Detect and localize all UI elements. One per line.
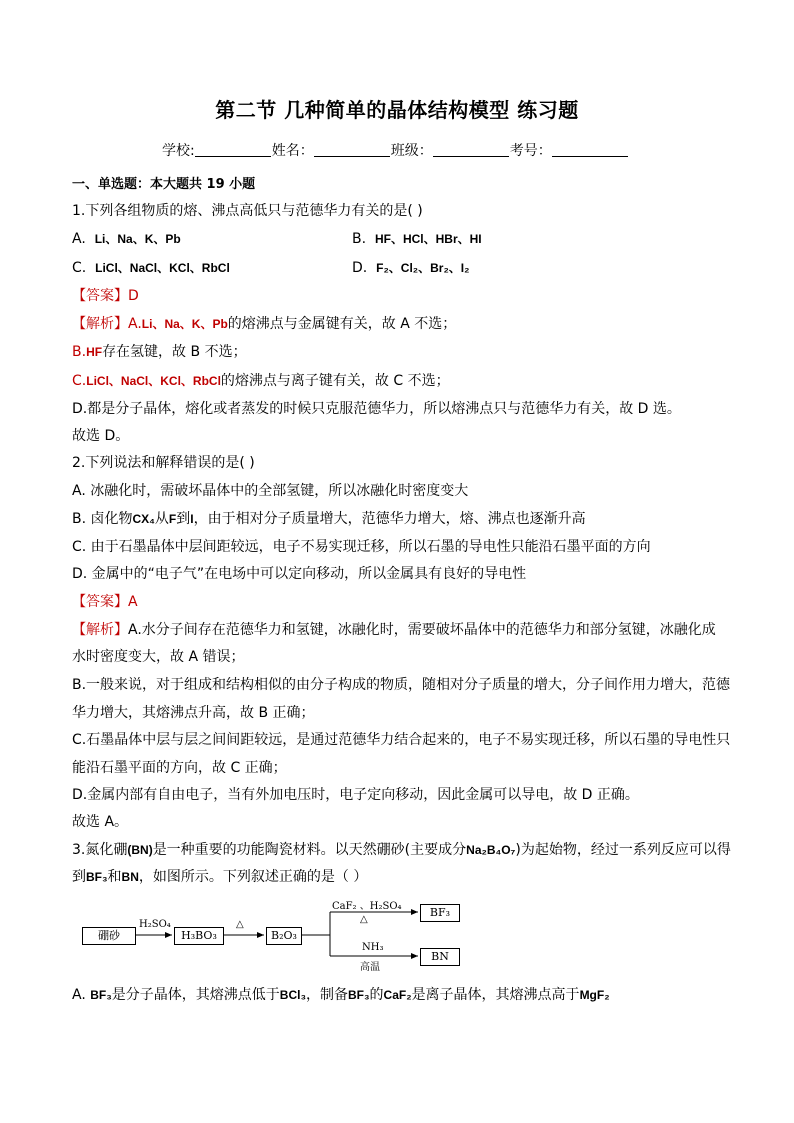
q3-option-a: A. BF₃是分子晶体，其熔沸点低于BCl₃，制备BF₃的CaF₂是离子晶体，其熔沸点高于MgF₂ bbox=[72, 987, 610, 1003]
q2-analysis-3b: 能沿石墨平面的方向，故 C 正确； bbox=[72, 760, 287, 776]
school-label: 学校: bbox=[162, 143, 195, 159]
reaction-flow-diagram bbox=[72, 892, 472, 972]
box-b2o3: B₂O₃ bbox=[266, 927, 302, 945]
q1-answer: 【答案】D bbox=[72, 288, 139, 304]
q2-option-d: D. 金属中的“电子气”在电场中可以定向移动，所以金属具有良好的导电性 bbox=[72, 566, 527, 582]
box-h3bo3: H₃BO₃ bbox=[174, 927, 224, 945]
q1-stem: 1.下列各组物质的熔、沸点高低只与范德华力有关的是( ) bbox=[72, 203, 423, 219]
q2-analysis-2a: B.一般来说，对于组成和结构相似的由分子构成的物质，随相对分子质量的增大，分子间作用力增大，范德 bbox=[72, 677, 731, 693]
label-heat-1: △ bbox=[236, 919, 244, 930]
q2-answer: 【答案】A bbox=[72, 594, 138, 610]
q1-option-d: D. F₂、Cl₂、Br₂、I₂ bbox=[352, 260, 470, 276]
q1-analysis-4: D.都是分子晶体，熔化或者蒸发的时候只克服范德华力，所以熔沸点只与范德华力有关，故 D 选。 bbox=[72, 401, 681, 417]
label-high-temp: 高温 bbox=[360, 962, 380, 973]
q2-analysis-1a: 【解析】A.水分子间存在范德华力和氢键，冰融化时，需要破坏晶体中的范德华力和部分氢键，冰融化成 bbox=[72, 622, 716, 638]
label-reagent-top: CaF₂ 、H₂SO₄ bbox=[332, 901, 402, 912]
q2-option-c: C. 由于石墨晶体中层间距较远，电子不易实现迁移，所以石墨的导电性只能沿石墨平面的方向 bbox=[72, 539, 651, 555]
label-heat-top: △ bbox=[360, 914, 368, 925]
q1-analysis-1: 【解析】A.Li、Na、K、Pb的熔沸点与金属键有关，故 A 不选； bbox=[72, 316, 457, 332]
q3-stem-1: 3.氮化硼(BN)是一种重要的功能陶瓷材料。以天然硼砂(主要成分Na₂B₄O₇)为起始物，经过一系列反应可以得 bbox=[72, 842, 731, 858]
label-reagent-1: H₂SO₄ bbox=[139, 919, 171, 930]
q2-analysis-1b: 水时密度变大，故 A 错误； bbox=[72, 649, 245, 665]
name-blank[interactable] bbox=[314, 142, 390, 157]
box-bf3: BF₃ bbox=[420, 904, 460, 922]
class-label: 班级： bbox=[390, 143, 433, 159]
box-bn: BN bbox=[420, 948, 460, 966]
q3-stem-2: 到BF₃和BN，如图所示。下列叙述正确的是（ ） bbox=[72, 869, 368, 885]
q2-analysis-3a: C.石墨晶体中层与层之间间距较远，是通过范德华力结合起来的，电子不易实现迁移，所以石墨的导电性只 bbox=[72, 732, 731, 748]
q2-option-b: B. 卤化物CX₄从F到I，由于相对分子质量增大，范德华力增大，熔、沸点也逐渐升高 bbox=[72, 511, 586, 527]
q1-option-b: B. HF、HCl、HBr、HI bbox=[352, 231, 482, 247]
q1-analysis-2: B.HF存在氢键，故 B 不选； bbox=[72, 344, 247, 360]
q1-option-c: C. LiCl、NaCl、KCl、RbCl bbox=[72, 260, 230, 276]
page-title: 第二节 几种简单的晶体结构模型 练习题 bbox=[215, 98, 579, 122]
section-heading: 一、单选题：本大题共 19 小题 bbox=[72, 177, 256, 192]
q2-analysis-5: 故选 A。 bbox=[72, 814, 129, 830]
class-blank[interactable] bbox=[433, 142, 509, 157]
q1-analysis-5: 故选 D。 bbox=[72, 428, 130, 444]
exam-label: 考号： bbox=[509, 143, 552, 159]
q2-option-a: A. 冰融化时，需破坏晶体中的全部氢键，所以冰融化时密度变大 bbox=[72, 483, 469, 499]
q2-analysis-4: D.金属内部有自由电子，当有外加电压时，电子定向移动，因此金属可以导电，故 D 正确。 bbox=[72, 787, 639, 803]
q1-option-a: A. Li、Na、K、Pb bbox=[72, 231, 181, 247]
name-label: 姓名： bbox=[271, 143, 314, 159]
label-reagent-bottom: NH₃ bbox=[362, 942, 384, 953]
q2-analysis-2b: 华力增大，其熔沸点升高，故 B 正确； bbox=[72, 705, 315, 721]
exam-blank[interactable] bbox=[552, 142, 628, 157]
school-blank[interactable] bbox=[195, 142, 271, 157]
box-borax: 硼砂 bbox=[82, 927, 136, 945]
student-info-row bbox=[162, 140, 629, 160]
q2-stem: 2.下列说法和解释错误的是( ) bbox=[72, 455, 255, 471]
q1-analysis-3: C.LiCl、NaCl、KCl、RbCl的熔沸点与离子键有关，故 C 不选； bbox=[72, 373, 450, 389]
